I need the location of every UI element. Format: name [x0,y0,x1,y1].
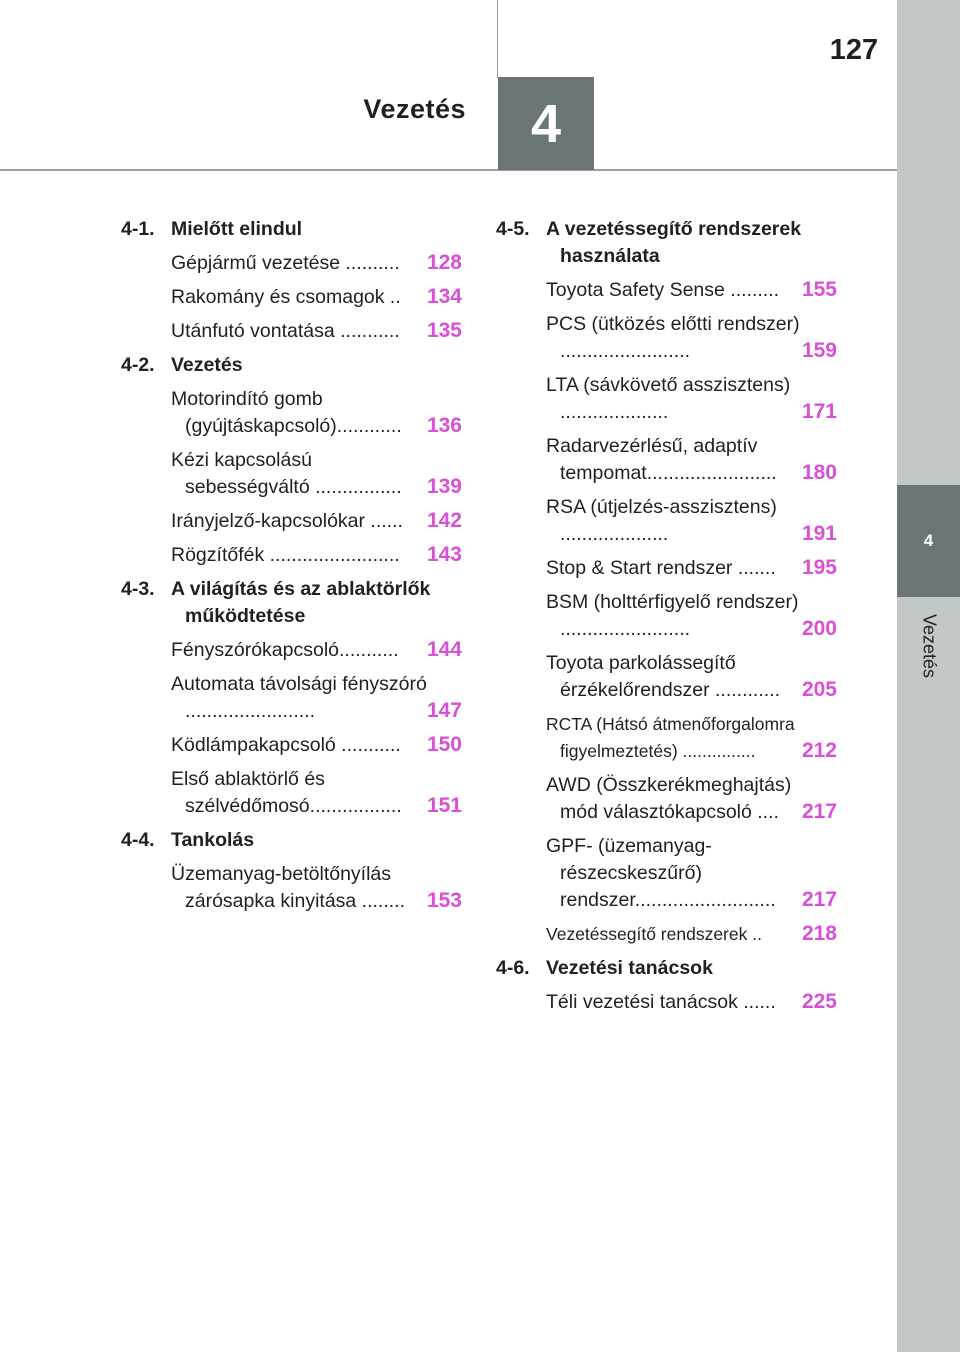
toc-entry-page-link[interactable]: 142 [426,509,462,532]
toc-entry-label: Vezetéssegítő rendszerek .. [546,924,762,944]
toc-entry-label: Téli vezetési tanácsok ...... [546,991,776,1013]
toc-entry[interactable] [496,551,837,585]
header-divider-vertical [497,0,498,78]
section-title: Tankolás [171,829,255,851]
section-number: 4-3. [121,578,155,600]
toc-entry-label: PCS (ütközés előtti rendszer) ........................ [546,313,800,362]
chapter-number-box [498,77,594,170]
section-title: Mielőtt elindul [171,218,303,240]
toc-entry[interactable] [496,490,837,551]
toc-entry-label: RSA (útjelzés-asszisztens) .................... [546,496,777,545]
toc-section [496,951,837,985]
toc-entry-page-link[interactable]: 159 [801,339,837,362]
toc-entry[interactable] [121,382,462,443]
toc-entry[interactable] [121,633,462,667]
toc-entry-label: BSM (holttérfigyelő rendszer) ........................ [546,591,799,640]
toc-entry-page-link[interactable]: 139 [426,475,462,498]
toc-entry[interactable] [496,985,837,1019]
section-title: A világítás és az ablaktörlők működtetése [171,578,431,627]
toc-entry[interactable] [496,429,837,490]
toc-entry[interactable] [496,829,837,917]
toc-entry-label: Kézi kapcsolású sebességváltó ................ [171,449,402,498]
side-tab-label-wrap [901,604,957,688]
toc-entry-label: Rögzítőfék ........................ [171,544,400,566]
toc-entry[interactable] [121,443,462,504]
toc-entry-label: Fényszórókapcsoló........... [171,639,399,661]
side-tab-chapter-box[interactable] [897,485,960,597]
toc-entry-page-link[interactable]: 217 [801,888,837,911]
toc-entry-label: Gépjármű vezetése .......... [171,252,400,274]
toc-entry-page-link[interactable]: 218 [801,922,837,945]
side-tab-number: 4 [923,531,934,550]
toc-entry-page-link[interactable]: 155 [801,278,837,301]
toc-entry-page-link[interactable]: 147 [426,699,462,722]
toc-entry-page-link[interactable]: 205 [801,678,837,701]
toc-entry[interactable] [121,538,462,572]
toc-right-column [496,212,837,1019]
toc-entry[interactable] [121,762,462,823]
toc-entry-page-link[interactable]: 195 [801,556,837,579]
toc-entry-page-link[interactable]: 134 [426,285,462,308]
toc-entry-page-link[interactable]: 150 [426,733,462,756]
toc-entry-page-link[interactable]: 180 [801,461,837,484]
toc-entry-label: Radarvezérlésű, adaptív tempomat........................ [546,435,777,484]
section-number: 4-5. [496,218,530,240]
toc-entry[interactable] [496,307,837,368]
toc-entry-label: Toyota Safety Sense ......... [546,279,780,301]
toc-entry[interactable] [496,585,837,646]
toc-entry-label: Stop & Start rendszer ....... [546,557,776,579]
toc-entry-page-link[interactable]: 151 [426,794,462,817]
toc-entry[interactable] [496,273,837,307]
toc-entry-page-link[interactable]: 191 [801,522,837,545]
toc-entry-label: LTA (sávkövető asszisztens) .................... [546,374,791,423]
toc-entry-page-link[interactable]: 153 [426,889,462,912]
section-title: Vezetési tanácsok [546,957,713,979]
page-number: 127 [829,34,879,66]
section-number: 4-1. [121,218,155,240]
toc-entry-label: Első ablaktörlő és szélvédőmosó................. [171,768,402,817]
toc-entry[interactable] [121,504,462,538]
side-tab [897,0,960,1352]
toc-entry[interactable] [121,280,462,314]
toc-entry-label: Irányjelző-kapcsolókar ...... [171,510,403,532]
toc-section [121,823,462,857]
toc-entry-page-link[interactable]: 171 [801,400,837,423]
toc-entry-page-link[interactable]: 200 [801,617,837,640]
toc-entry-label: Üzemanyag-betöltőnyílás zárósapka kinyitása ........ [171,863,406,912]
toc-entry-page-link[interactable]: 128 [426,251,462,274]
toc-entry[interactable] [496,646,837,707]
toc-entry[interactable] [121,728,462,762]
toc-entry[interactable] [121,667,462,728]
chapter-title: Vezetés [363,94,466,124]
toc-entry[interactable] [121,246,462,280]
toc-entry-page-link[interactable]: 143 [426,543,462,566]
chapter-number: 4 [530,93,562,154]
toc-entry-label: AWD (Összkerékmeghajtás) mód választókapcsoló .... [546,774,792,823]
toc-entry-page-link[interactable]: 135 [426,319,462,342]
toc-entry-label: Toyota parkolássegítő érzékelőrendszer ............ [546,652,781,701]
toc-entry-label: Motorindító gomb (gyújtáskapcsoló)............ [171,388,402,437]
side-tab-label: Vezetés [919,613,940,679]
toc-section [121,212,462,246]
toc-entry-page-link[interactable]: 225 [801,990,837,1013]
toc-entry-page-link[interactable]: 212 [801,739,837,762]
toc-entry-label: Rakomány és csomagok .. [171,286,401,308]
section-title: Vezetés [171,354,243,376]
toc-entry-label: Ködlámpakapcsoló ........... [171,734,401,756]
toc-section [121,572,462,633]
toc-entry-label: Utánfutó vontatása ........... [171,320,400,342]
toc-entry[interactable] [121,314,462,348]
toc-entry[interactable] [121,857,462,918]
toc-entry-label: RCTA (Hátsó átmenőforgalomra figyelmeztetés) ............... [546,714,795,761]
toc-section [121,348,462,382]
toc-entry-page-link[interactable]: 136 [426,414,462,437]
toc-left-column [121,212,462,918]
toc-entry-page-link[interactable]: 217 [801,800,837,823]
section-number: 4-2. [121,354,155,376]
toc-entry[interactable] [496,768,837,829]
toc-entry[interactable] [496,917,837,951]
toc-entry[interactable] [496,368,837,429]
toc-entry-page-link[interactable]: 144 [426,638,462,661]
section-number: 4-6. [496,957,530,979]
toc-entry[interactable] [496,707,837,768]
section-title: A vezetéssegítő rendszerek használata [546,218,802,267]
toc-entry-label: Automata távolsági fényszóró ........................ [171,673,427,722]
toc-section [496,212,837,273]
header-divider [0,169,897,171]
toc-entry-label: GPF- (üzemanyag-részecskeszűrő) rendszer.......................... [546,835,776,911]
section-number: 4-4. [121,829,155,851]
